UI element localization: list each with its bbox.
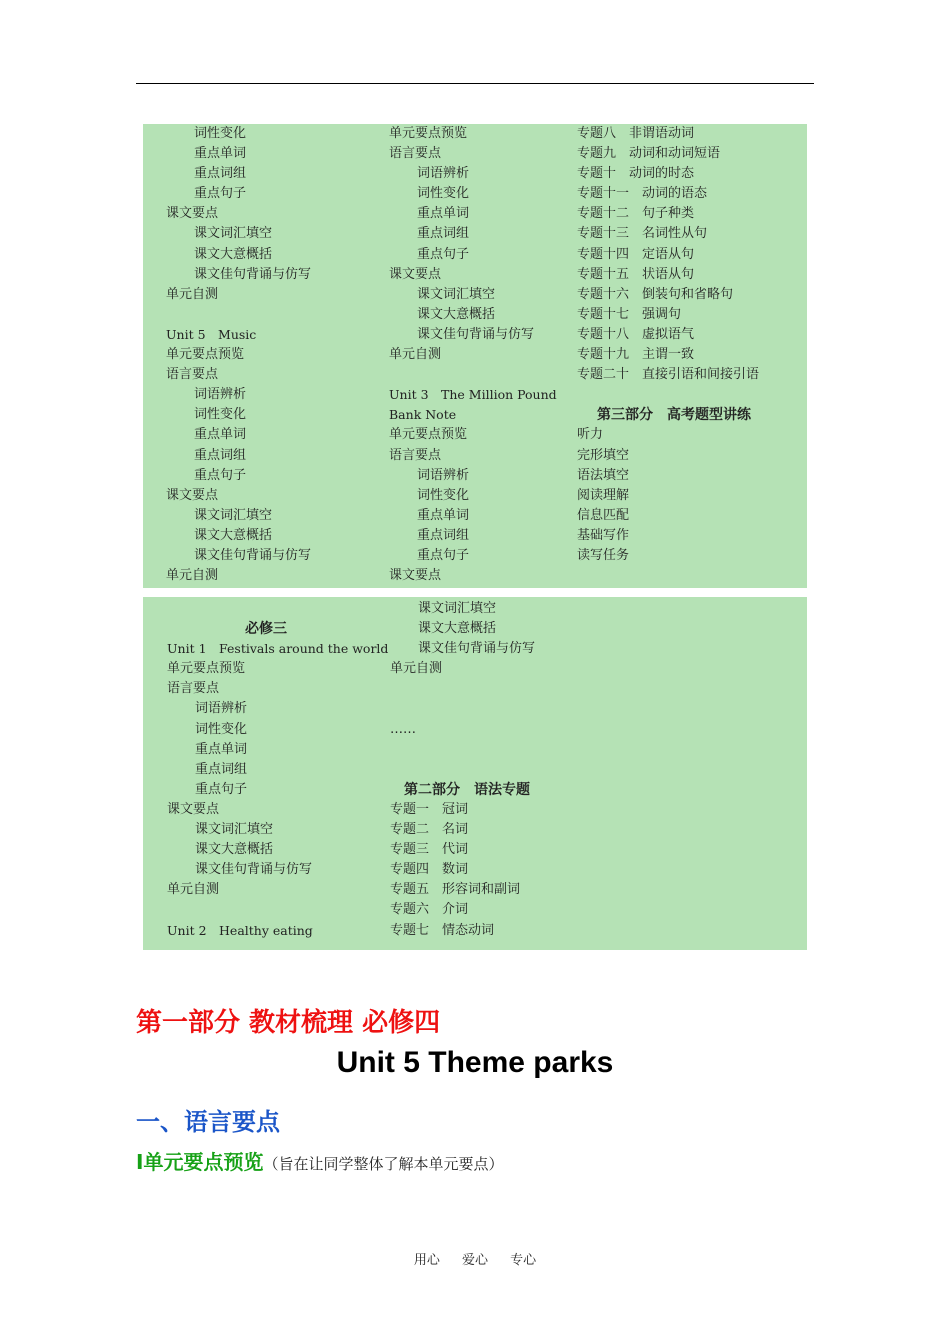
toc-entry: 重点句子: [417, 246, 470, 262]
toc-entry: 专题九 动词和动词短语: [577, 146, 721, 162]
toc-entry: 语言要点: [167, 681, 220, 697]
toc-column: [389, 124, 557, 586]
toc-entry: 专题十 动词的时态: [577, 166, 695, 182]
toc-entry: 单元要点预览: [166, 347, 245, 363]
toc-entry: 课文词汇填空: [195, 822, 274, 838]
toc-entry: 专题十七 强调句: [577, 306, 682, 322]
toc-entry: 第三部分 高考题型讲练: [597, 407, 751, 424]
toc-entry: 课文大意概括: [418, 621, 497, 637]
section-heading: 一、语言要点: [136, 1108, 280, 1136]
toc-entry: 语法填空: [577, 467, 630, 483]
toc-panel-1: [143, 124, 807, 588]
toc-entry: 词性变化: [194, 407, 247, 423]
subsection-label: Ⅰ单元要点预览: [136, 1150, 264, 1174]
unit-title: Unit 5 Theme parks: [336, 1046, 614, 1079]
toc-spacer: [167, 900, 388, 920]
toc-entry: 完形填空: [577, 447, 630, 463]
toc-entry: 专题八 非谓语动词: [577, 126, 695, 141]
toc-entry: 专题十四 定语从句: [577, 246, 695, 262]
toc-entry: 专题一 冠词: [390, 801, 469, 817]
toc-entry: 课文大意概括: [194, 527, 273, 543]
toc-entry: 专题二 名词: [390, 822, 469, 838]
toc-entry: 专题二十 直接引语和间接引语: [577, 367, 760, 383]
toc-entry: 专题五 形容词和副词: [390, 882, 521, 898]
toc-entry: 词语辨析: [417, 166, 470, 182]
toc-column: [167, 599, 388, 941]
toc-entry: 课文要点: [166, 487, 219, 503]
toc-entry: 课文大意概括: [194, 246, 273, 262]
toc-entry: 课文佳句背诵与仿写: [417, 326, 535, 342]
toc-entry: 课文大意概括: [195, 842, 274, 858]
toc-entry: 语言要点: [389, 146, 442, 162]
toc-entry: Unit 1 Festivals around the world: [167, 641, 389, 657]
toc-entry: 重点句子: [194, 186, 247, 202]
toc-entry: 重点词组: [194, 166, 247, 182]
toc-entry: 课文要点: [389, 568, 442, 584]
toc-spacer: [389, 365, 557, 385]
toc-entry: 单元自测: [166, 286, 219, 302]
toc-entry: 专题十二 句子种类: [577, 206, 695, 222]
toc-column: [577, 124, 759, 566]
toc-entry: 课文佳句背诵与仿写: [194, 547, 312, 563]
subsection-heading: [136, 1146, 503, 1175]
toc-entry: 课文佳句背诵与仿写: [418, 641, 536, 657]
toc-entry: 课文词汇填空: [194, 507, 273, 523]
toc-spacer: [167, 599, 388, 619]
toc-entry: 阅读理解: [577, 487, 630, 503]
toc-entry: 课文要点: [167, 801, 220, 817]
toc-entry: 课文佳句背诵与仿写: [195, 862, 313, 878]
toc-entry: 词语辨析: [194, 387, 247, 403]
toc-spacer: [390, 699, 535, 719]
toc-entry: 单元自测: [166, 568, 219, 584]
toc-entry: 专题十三 名词性从句: [577, 226, 708, 242]
toc-entry: Unit 3 The Million Pound: [389, 387, 557, 403]
toc-entry: 读写任务: [577, 547, 630, 563]
toc-entry: 词性变化: [194, 126, 247, 141]
toc-spacer: [577, 385, 759, 405]
toc-entry: 重点单词: [417, 507, 470, 523]
toc-entry: 词语辨析: [195, 701, 248, 717]
toc-spacer: [390, 740, 535, 760]
toc-entry: 基础写作: [577, 527, 630, 543]
toc-entry: Unit 5 Music: [166, 326, 257, 342]
toc-entry: 词性变化: [195, 721, 248, 737]
toc-entry: 单元自测: [390, 661, 443, 677]
toc-entry: 重点单词: [417, 206, 470, 222]
toc-entry: 语言要点: [166, 367, 219, 383]
toc-entry: 单元自测: [167, 882, 220, 898]
toc-entry: 单元要点预览: [389, 126, 468, 141]
toc-entry: ……: [390, 721, 416, 737]
toc-entry: 听力: [577, 427, 604, 443]
toc-entry: Unit 2 Healthy eating: [167, 922, 313, 938]
toc-entry: 词语辨析: [417, 467, 470, 483]
toc-entry: 重点词组: [417, 226, 470, 242]
toc-entry: 重点单词: [194, 146, 247, 162]
toc-entry: 课文要点: [166, 206, 219, 222]
toc-entry: 词性变化: [417, 487, 470, 503]
toc-spacer: [390, 760, 535, 780]
toc-entry: 专题十八 虚拟语气: [577, 326, 695, 342]
toc-entry: 重点句子: [195, 781, 248, 797]
toc-entry: 课文词汇填空: [194, 226, 273, 242]
toc-entry: 词性变化: [417, 186, 470, 202]
toc-entry: 重点词组: [194, 447, 247, 463]
toc-entry: Bank Note: [389, 407, 457, 423]
page-footer: 用心 爱心 专心: [413, 1253, 537, 1268]
toc-entry: 专题十一 动词的语态: [577, 186, 708, 202]
toc-entry: 专题十六 倒装句和省略句: [577, 286, 734, 302]
toc-entry: 重点单词: [194, 427, 247, 443]
toc-entry: 课文词汇填空: [418, 601, 497, 616]
toc-entry: 重点句子: [194, 467, 247, 483]
toc-entry: 课文要点: [389, 266, 442, 282]
toc-entry: 必修三: [245, 621, 287, 638]
toc-entry: 重点词组: [195, 761, 248, 777]
header-rule: [136, 83, 814, 84]
toc-entry: 单元要点预览: [389, 427, 468, 443]
toc-entry: 单元要点预览: [167, 661, 246, 677]
toc-spacer: [166, 305, 311, 325]
toc-entry: 信息匹配: [577, 507, 630, 523]
toc-entry: 课文词汇填空: [417, 286, 496, 302]
part-heading: 第一部分 教材梳理 必修四: [136, 1008, 441, 1038]
toc-entry: 重点词组: [417, 527, 470, 543]
subsection-note: （旨在让同学整体了解本单元要点）: [263, 1155, 504, 1173]
toc-entry: 专题十九 主谓一致: [577, 347, 695, 363]
toc-entry: 专题三 代词: [390, 842, 469, 858]
toc-entry: 专题六 介词: [390, 902, 469, 918]
toc-entry: 专题十五 状语从句: [577, 266, 695, 282]
toc-entry: 课文大意概括: [417, 306, 496, 322]
toc-entry: 单元自测: [389, 347, 442, 363]
toc-entry: 语言要点: [389, 447, 442, 463]
toc-spacer: [390, 679, 535, 699]
toc-column: [166, 124, 311, 586]
toc-column: [390, 599, 535, 941]
toc-entry: 专题七 情态动词: [390, 922, 495, 938]
toc-entry: 课文佳句背诵与仿写: [194, 266, 312, 282]
toc-entry: 重点单词: [195, 741, 248, 757]
toc-entry: 专题四 数词: [390, 862, 469, 878]
toc-panel-2: [143, 597, 807, 950]
toc-entry: 重点句子: [417, 547, 470, 563]
toc-entry: 第二部分 语法专题: [404, 781, 530, 798]
